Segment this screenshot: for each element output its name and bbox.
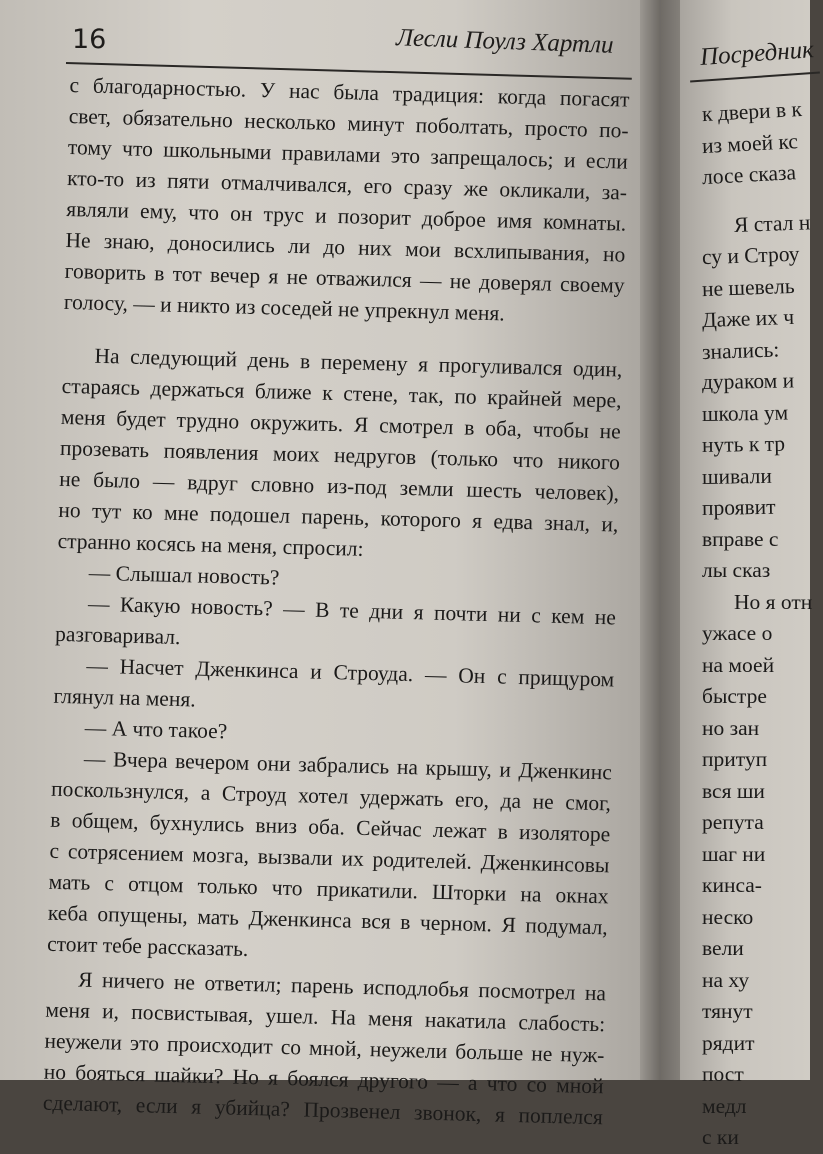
right-text-line: дураком и xyxy=(701,368,795,395)
text-line: в общем, бухнулись вниз оба. Сейчас лежат в изоляторе xyxy=(50,807,611,847)
right-text-line: не шевель xyxy=(701,273,795,301)
running-head-author: Лесли Поулз Хартли xyxy=(396,24,615,59)
right-text-line: су и Строу xyxy=(701,241,800,270)
text-line: стараясь держаться ближе к стене, так, по крайней мере, xyxy=(61,373,622,413)
left-page-header xyxy=(66,18,636,62)
right-text-line: неско xyxy=(702,904,754,929)
text-line: но тут ко мне подошел парень, которого я едва знал, и, xyxy=(58,497,619,537)
right-text-line: вели xyxy=(702,936,744,960)
text-line: странно косясь на меня, спросил: xyxy=(57,528,364,561)
right-text-line: тянут xyxy=(702,999,753,1023)
right-text-line: кинса- xyxy=(702,873,762,897)
text-line: — Насчет Дженкинса и Строуда. — Он с прищуром xyxy=(86,653,615,692)
text-line: — А что такое? xyxy=(84,715,228,744)
text-line: с благодарностью. У нас была традиция: когда погасят xyxy=(69,72,630,112)
right-text-line: шивали xyxy=(701,463,773,489)
text-line: Не знаю, доносились ли до них мои всхлипывания, но xyxy=(65,227,626,267)
text-line: сделают, если я убийца? Прозвенел звонок, я поплелся xyxy=(42,1090,604,1130)
right-text-line: вправе с xyxy=(702,526,779,551)
right-text-line: притуп xyxy=(702,747,768,771)
left-page-text xyxy=(43,70,630,1133)
right-text-line: рядит xyxy=(702,1030,755,1055)
text-line: говорить в тот вечер я не отважился — не доверял своему xyxy=(64,258,625,298)
text-line: стоит тебе рассказать. xyxy=(46,931,249,961)
running-head-title: Посредник xyxy=(699,36,815,71)
paragraph-1 xyxy=(64,70,630,333)
right-text-line: шаг ни xyxy=(702,841,766,866)
text-line: На следующий день в перемену я прогуливался один, xyxy=(94,343,623,382)
right-text-line: Я стал н xyxy=(733,209,811,237)
text-line: прозевать появления моих недругов (только что никого xyxy=(59,435,621,475)
text-line: разговаривал. xyxy=(54,621,181,650)
text-line: но бояться шайки? Но я боялся другого — а что со мной xyxy=(43,1059,604,1099)
right-text-line: школа ум xyxy=(701,400,789,426)
right-text-line: с ки xyxy=(702,1125,739,1149)
right-page-text xyxy=(702,96,822,1154)
text-line: — Слышал новость? xyxy=(88,560,280,590)
right-text-line: репута xyxy=(702,810,764,834)
right-text-line: нуть к тр xyxy=(701,431,786,458)
text-line: меня будет трудно окружить. Я смотрел в оба, чтобы не xyxy=(60,404,622,444)
text-line: Я ничего не ответил; парень исподлобья посмотрел на xyxy=(77,967,607,1006)
text-line: поскользнулся, а Строуд хотел удержать его, да не смог, xyxy=(50,776,612,816)
text-line: — Вчера вечером они забрались на крышу, и Дженкинс xyxy=(83,746,613,785)
right-text-line: проявит xyxy=(701,494,776,521)
right-text-line: быстре xyxy=(702,684,767,708)
paragraph-2 xyxy=(47,340,623,974)
right-text-line: к двери в к xyxy=(701,96,803,127)
right-text-line: пост xyxy=(702,1062,744,1086)
right-text-line: лы сказ xyxy=(702,558,771,582)
text-line: кеба опущены, мать Дженкинса вся в черном. Я подумал, xyxy=(47,900,609,940)
right-text-line: из моей кс xyxy=(701,128,799,158)
text-line: тому что школьными правилами это запрещалось; и если xyxy=(67,134,629,174)
right-text-line: лосе сказа xyxy=(701,160,797,190)
text-line: — Какую новость? — В те дни я почти ни с кем не xyxy=(87,591,617,630)
right-text-line: но зан xyxy=(702,715,760,740)
right-text-line: на ху xyxy=(702,967,750,992)
text-line: свет, обязательно несколько минут поболтать, просто по- xyxy=(68,103,629,143)
paragraph-3 xyxy=(43,964,607,1134)
text-line: с сотрясением мозга, вызвали их родителей. Дженкинсовы xyxy=(49,838,610,878)
right-text-line: Даже их ч xyxy=(701,304,795,333)
right-text-line: ужасе о xyxy=(702,621,773,645)
right-text-line: вся ши xyxy=(702,778,765,803)
text-line: неужели это происходит со мной, неужели больше не нуж- xyxy=(44,1028,605,1068)
right-text-line: знались: xyxy=(701,336,780,364)
text-line: кто-то из пяти отмалчивался, его сразу же окликали, за- xyxy=(66,165,628,205)
text-line: являли ему, что он трус и позорит доброе имя комнаты. xyxy=(66,196,627,236)
text-line: глянул на меня. xyxy=(53,683,196,712)
right-text-line: Но я отн xyxy=(734,589,813,614)
text-line: голосу, — и никто из соседей не упрекнул меня. xyxy=(63,289,506,326)
right-text-line: медл xyxy=(702,1093,747,1118)
page-number: 16 xyxy=(72,24,107,55)
text-line: меня и, посвистывая, ушел. На меня накатила слабость: xyxy=(45,997,606,1037)
text-line: не было — вдруг словно из-под земли шесть человек), xyxy=(58,466,620,506)
text-line: мать с отцом только что прикатили. Шторки на окнах xyxy=(48,869,609,909)
right-text-line: на моей xyxy=(702,652,775,677)
